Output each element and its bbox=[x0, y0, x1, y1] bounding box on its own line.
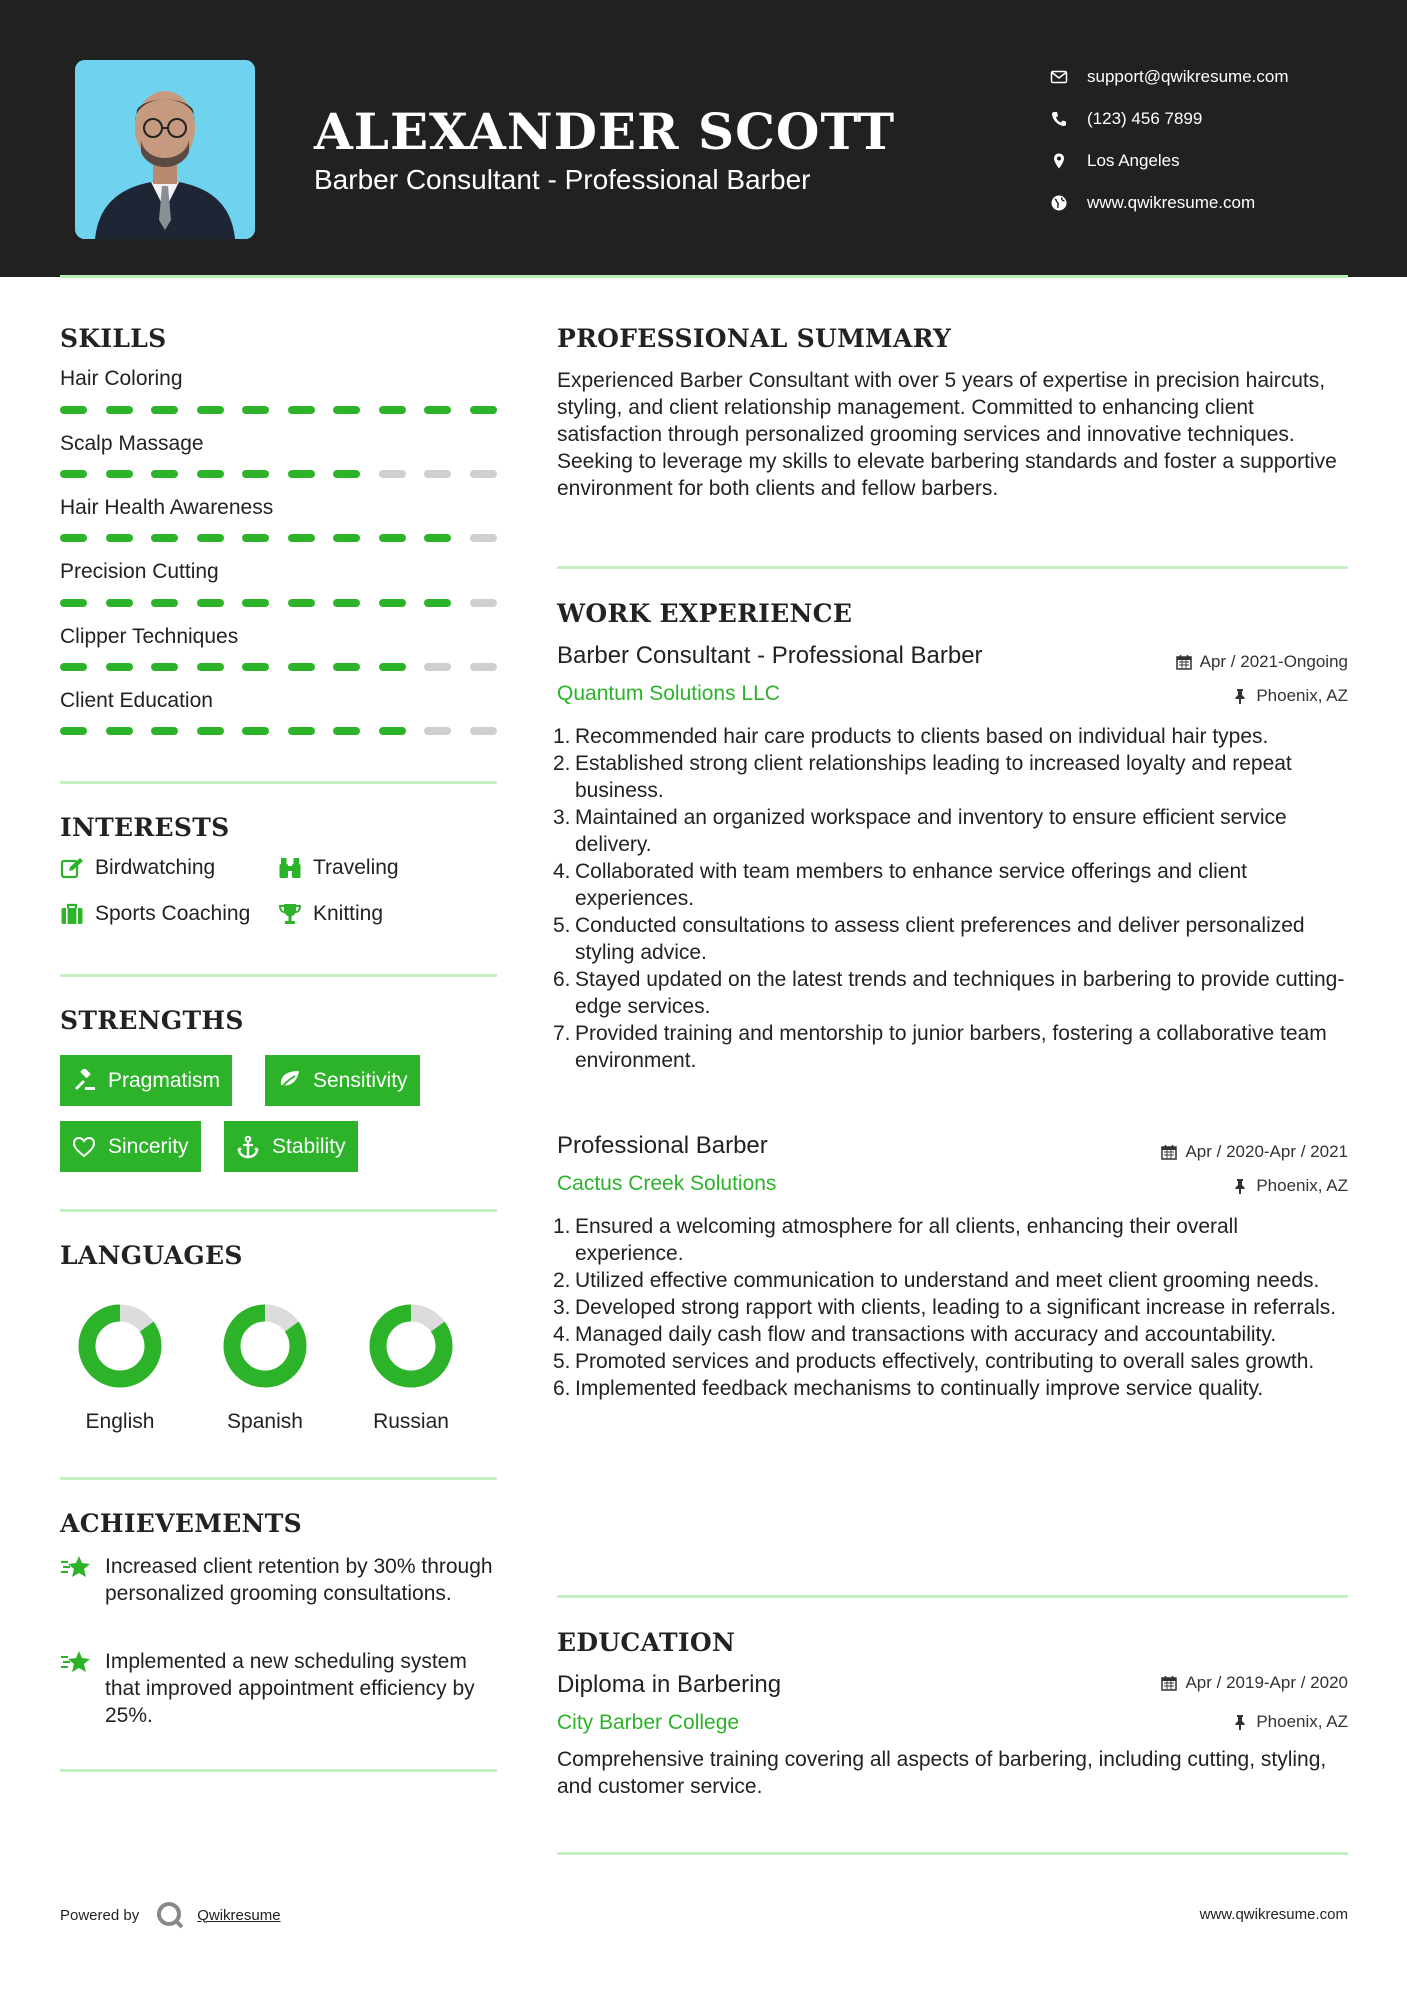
section-divider bbox=[557, 1595, 1348, 1598]
powered-by-label: Powered by bbox=[60, 1906, 140, 1924]
skill-level-dash bbox=[242, 599, 269, 607]
job-location-text: Phoenix, AZ bbox=[1256, 1176, 1348, 1195]
skill-label: Hair Coloring bbox=[60, 367, 183, 390]
skill-level-dash bbox=[197, 599, 224, 607]
skill-level-dash bbox=[424, 534, 451, 542]
skill-label: Client Education bbox=[60, 689, 213, 712]
skill-level-dash bbox=[242, 406, 269, 414]
skill-level-dash bbox=[60, 599, 87, 607]
skill-level-dash bbox=[288, 406, 315, 414]
heart-icon bbox=[72, 1135, 96, 1159]
skill-label: Hair Health Awareness bbox=[60, 496, 274, 519]
trophy-icon bbox=[278, 902, 302, 926]
leaf-icon bbox=[277, 1069, 301, 1093]
skill-label: Precision Cutting bbox=[60, 560, 219, 583]
achievement-item bbox=[60, 1648, 497, 1729]
language-label: English bbox=[85, 1410, 155, 1433]
skill-level-dash bbox=[379, 406, 406, 414]
strength-tag bbox=[60, 1055, 232, 1106]
skill-level-dash bbox=[151, 406, 178, 414]
contact-website-text: www.qwikresume.com bbox=[1087, 193, 1256, 212]
list-item: 5. Conducted consultations to assess client preferences and deliver personalized styling advice. bbox=[553, 914, 1305, 964]
job-responsibilities bbox=[553, 723, 1348, 1074]
brand-link[interactable]: Qwikresume bbox=[197, 1906, 281, 1924]
job-company: Quantum Solutions LLC bbox=[557, 682, 780, 705]
interest-item bbox=[278, 902, 383, 926]
skill-level-dash bbox=[242, 470, 269, 478]
list-item: 5. Promoted services and products effectively, contributing to overall sales growth. bbox=[553, 1350, 1315, 1373]
skill-level-dash bbox=[60, 406, 87, 414]
list-item: 4. Managed daily cash flow and transactions with accuracy and accountability. bbox=[553, 1323, 1277, 1346]
education-degree: Diploma in Barbering bbox=[557, 1671, 782, 1698]
footer-website[interactable]: www.qwikresume.com bbox=[1199, 1906, 1348, 1923]
language-proficiency-ring bbox=[76, 1302, 164, 1390]
skill-meter bbox=[60, 470, 497, 478]
skill-level-dash bbox=[379, 727, 406, 735]
list-item: 6. Stayed updated on the latest trends and techniques in barbering to provide cutting-edge services. bbox=[553, 968, 1345, 1018]
calendar-icon bbox=[1176, 654, 1192, 670]
skills-heading: SKILLS bbox=[60, 324, 167, 353]
skill-level-dash bbox=[151, 599, 178, 607]
education-date bbox=[1161, 1673, 1348, 1693]
education-date-text: Apr / 2019-Apr / 2020 bbox=[1185, 1673, 1348, 1692]
strength-label: Pragmatism bbox=[108, 1068, 221, 1092]
skill-level-dash bbox=[197, 663, 224, 671]
list-item: 3. Maintained an organized workspace and inventory to ensure efficient service delivery. bbox=[553, 806, 1287, 856]
list-item: 7. Provided training and mentorship to junior barbers, fostering a collaborative team environment. bbox=[553, 1022, 1327, 1072]
language-proficiency-ring bbox=[367, 1302, 455, 1390]
skill-level-dash bbox=[60, 534, 87, 542]
skill-level-dash bbox=[197, 406, 224, 414]
strength-label: Sensitivity bbox=[313, 1068, 408, 1092]
job-title: Barber Consultant - Professional Barber bbox=[557, 642, 983, 669]
job-date bbox=[1161, 1142, 1348, 1162]
education-description: Comprehensive training covering all aspects of barbering, including cutting, styling, and customer service. bbox=[557, 1748, 1327, 1798]
skill-meter bbox=[60, 663, 497, 671]
education-location-text: Phoenix, AZ bbox=[1256, 1712, 1348, 1731]
job-date-text: Apr / 2020-Apr / 2021 bbox=[1185, 1142, 1348, 1161]
job-company: Cactus Creek Solutions bbox=[557, 1172, 777, 1195]
skill-level-dash bbox=[151, 663, 178, 671]
skill-level-dash bbox=[151, 534, 178, 542]
skill-level-dash bbox=[60, 663, 87, 671]
skill-level-dash bbox=[288, 470, 315, 478]
section-divider bbox=[557, 1852, 1348, 1855]
achievement-text: Increased client retention by 30% through personalized grooming consultations. bbox=[105, 1555, 493, 1605]
job-responsibilities bbox=[553, 1213, 1348, 1402]
skill-level-dash bbox=[379, 663, 406, 671]
section-divider bbox=[60, 1477, 497, 1480]
qwikresume-logo-icon bbox=[155, 1900, 185, 1930]
experience-heading: WORK EXPERIENCE bbox=[557, 599, 853, 628]
education-heading: EDUCATION bbox=[557, 1628, 736, 1657]
skill-level-dash bbox=[197, 534, 224, 542]
interest-label: Birdwatching bbox=[95, 856, 216, 879]
skill-label: Clipper Techniques bbox=[60, 625, 239, 648]
skill-level-dash bbox=[470, 406, 497, 414]
calendar-icon bbox=[1161, 1675, 1177, 1691]
list-item: 6. Implemented feedback mechanisms to continually improve service quality. bbox=[553, 1377, 1264, 1400]
skill-level-dash bbox=[379, 534, 406, 542]
contact-email-text: support@qwikresume.com bbox=[1087, 67, 1289, 86]
section-divider bbox=[60, 1769, 497, 1772]
languages-heading: LANGUAGES bbox=[60, 1241, 243, 1270]
pushpin-icon bbox=[1232, 688, 1248, 704]
language-item bbox=[200, 1302, 330, 1434]
skill-meter bbox=[60, 406, 497, 414]
pushpin-icon bbox=[1232, 1714, 1248, 1730]
skill-label: Scalp Massage bbox=[60, 432, 204, 455]
skill-level-dash bbox=[333, 599, 360, 607]
skill-level-dash bbox=[197, 727, 224, 735]
skill-level-dash bbox=[424, 727, 451, 735]
language-label: Spanish bbox=[227, 1410, 303, 1433]
skill-level-dash bbox=[424, 663, 451, 671]
skill-level-dash bbox=[470, 727, 497, 735]
contact-phone-text: (123) 456 7899 bbox=[1087, 109, 1203, 128]
skill-level-dash bbox=[424, 470, 451, 478]
globe-icon bbox=[1050, 194, 1087, 212]
list-item: 1. Ensured a welcoming atmosphere for all clients, enhancing their overall experience. bbox=[553, 1215, 1239, 1265]
job-location bbox=[1232, 686, 1348, 706]
skill-level-dash bbox=[106, 406, 133, 414]
job-location bbox=[1232, 1176, 1348, 1196]
phone-icon bbox=[1050, 110, 1087, 128]
calendar-icon bbox=[1161, 1144, 1177, 1160]
education-location bbox=[1232, 1712, 1348, 1732]
skill-level-dash bbox=[288, 663, 315, 671]
interest-item bbox=[60, 902, 250, 926]
skill-level-dash bbox=[242, 727, 269, 735]
skill-meter bbox=[60, 727, 497, 735]
skill-meter bbox=[60, 534, 497, 542]
skill-level-dash bbox=[333, 406, 360, 414]
summary-heading: PROFESSIONAL SUMMARY bbox=[557, 324, 952, 353]
interest-label: Sports Coaching bbox=[95, 902, 251, 925]
language-item bbox=[346, 1302, 476, 1434]
candidate-name: ALEXANDER SCOTT bbox=[314, 102, 896, 161]
skill-level-dash bbox=[288, 599, 315, 607]
skill-level-dash bbox=[333, 534, 360, 542]
skill-level-dash bbox=[470, 470, 497, 478]
strength-label: Sincerity bbox=[108, 1134, 189, 1158]
list-item: 3. Developed strong rapport with clients, leading to a significant increase in referrals. bbox=[553, 1296, 1337, 1319]
interest-label: Traveling bbox=[313, 856, 399, 879]
language-label: Russian bbox=[373, 1410, 449, 1433]
skill-level-dash bbox=[106, 534, 133, 542]
candidate-role: Barber Consultant - Professional Barber bbox=[314, 164, 811, 195]
pushpin-icon bbox=[1232, 1178, 1248, 1194]
strength-tag bbox=[265, 1055, 420, 1106]
skill-level-dash bbox=[333, 663, 360, 671]
profile-photo bbox=[75, 60, 255, 239]
contact-website[interactable] bbox=[1050, 182, 1370, 224]
contact-location bbox=[1050, 140, 1370, 182]
section-divider bbox=[60, 781, 497, 784]
skill-level-dash bbox=[288, 727, 315, 735]
contact-phone[interactable] bbox=[1050, 98, 1370, 140]
education-school: City Barber College bbox=[557, 1711, 740, 1734]
skill-level-dash bbox=[106, 599, 133, 607]
strength-tag bbox=[60, 1121, 201, 1172]
binoculars-icon bbox=[278, 856, 302, 880]
skill-level-dash bbox=[106, 470, 133, 478]
header-divider bbox=[60, 275, 1348, 278]
job-title: Professional Barber bbox=[557, 1132, 768, 1159]
star-badge-icon bbox=[60, 1648, 92, 1676]
footer-powered-by bbox=[60, 1900, 281, 1930]
envelope-icon bbox=[1050, 68, 1087, 86]
skill-level-dash bbox=[151, 727, 178, 735]
interest-label: Knitting bbox=[313, 902, 384, 925]
interest-item bbox=[278, 856, 399, 880]
contact-email[interactable] bbox=[1050, 56, 1370, 98]
skill-level-dash bbox=[470, 663, 497, 671]
skill-level-dash bbox=[106, 727, 133, 735]
skill-level-dash bbox=[242, 534, 269, 542]
star-badge-icon bbox=[60, 1553, 92, 1581]
section-divider bbox=[557, 566, 1348, 569]
skill-level-dash bbox=[424, 406, 451, 414]
skill-level-dash bbox=[470, 534, 497, 542]
list-item: 1. Recommended hair care products to clients based on individual hair types. bbox=[553, 725, 1269, 748]
language-proficiency-ring bbox=[221, 1302, 309, 1390]
interest-item bbox=[60, 856, 215, 880]
skill-level-dash bbox=[242, 663, 269, 671]
contact-list bbox=[1050, 56, 1370, 224]
skill-level-dash bbox=[470, 599, 497, 607]
list-item: 4. Collaborated with team members to enhance service offerings and client experiences. bbox=[553, 860, 1247, 910]
job-date bbox=[1176, 652, 1348, 672]
skill-level-dash bbox=[197, 470, 224, 478]
achievements-heading: ACHIEVEMENTS bbox=[60, 1509, 302, 1538]
skill-level-dash bbox=[379, 470, 406, 478]
job-location-text: Phoenix, AZ bbox=[1256, 686, 1348, 705]
skill-level-dash bbox=[379, 599, 406, 607]
skill-meter bbox=[60, 599, 497, 607]
person-portrait-image bbox=[75, 60, 255, 239]
section-divider bbox=[60, 974, 497, 977]
skill-level-dash bbox=[424, 599, 451, 607]
skill-level-dash bbox=[151, 470, 178, 478]
job-date-text: Apr / 2021-Ongoing bbox=[1199, 652, 1348, 671]
contact-location-text: Los Angeles bbox=[1087, 151, 1180, 170]
strength-label: Stability bbox=[272, 1134, 346, 1158]
strength-tag bbox=[224, 1121, 358, 1172]
achievement-item bbox=[60, 1553, 497, 1607]
resume-header bbox=[0, 0, 1407, 277]
skill-level-dash bbox=[106, 663, 133, 671]
skill-level-dash bbox=[288, 534, 315, 542]
language-item bbox=[55, 1302, 185, 1434]
anchor-icon bbox=[236, 1135, 260, 1159]
skill-level-dash bbox=[333, 727, 360, 735]
map-marker-icon bbox=[1050, 152, 1087, 170]
list-item: 2. Established strong client relationships leading to increased loyalty and repeat business. bbox=[553, 752, 1292, 802]
interests-heading: INTERESTS bbox=[60, 813, 230, 842]
skill-level-dash bbox=[60, 727, 87, 735]
skill-level-dash bbox=[333, 470, 360, 478]
gavel-icon bbox=[72, 1069, 96, 1093]
edit-icon bbox=[60, 856, 84, 880]
strengths-heading: STRENGTHS bbox=[60, 1006, 244, 1035]
section-divider bbox=[60, 1209, 497, 1212]
skill-level-dash bbox=[60, 470, 87, 478]
briefcase-icon bbox=[60, 902, 84, 926]
summary-text: Experienced Barber Consultant with over 5 years of expertise in precision haircuts, styling, and client relationship management. Committed to enhancing client satisfaction through personalized grooming services and innovative techniques. Seeking to leverage my skills to elevate barbering standards and foster a supportive environment for both clients and fellow barbers. bbox=[557, 369, 1337, 500]
achievement-text: Implemented a new scheduling system that improved appointment efficiency by 25%. bbox=[105, 1650, 475, 1727]
list-item: 2. Utilized effective communication to understand and meet client grooming needs. bbox=[553, 1269, 1320, 1292]
